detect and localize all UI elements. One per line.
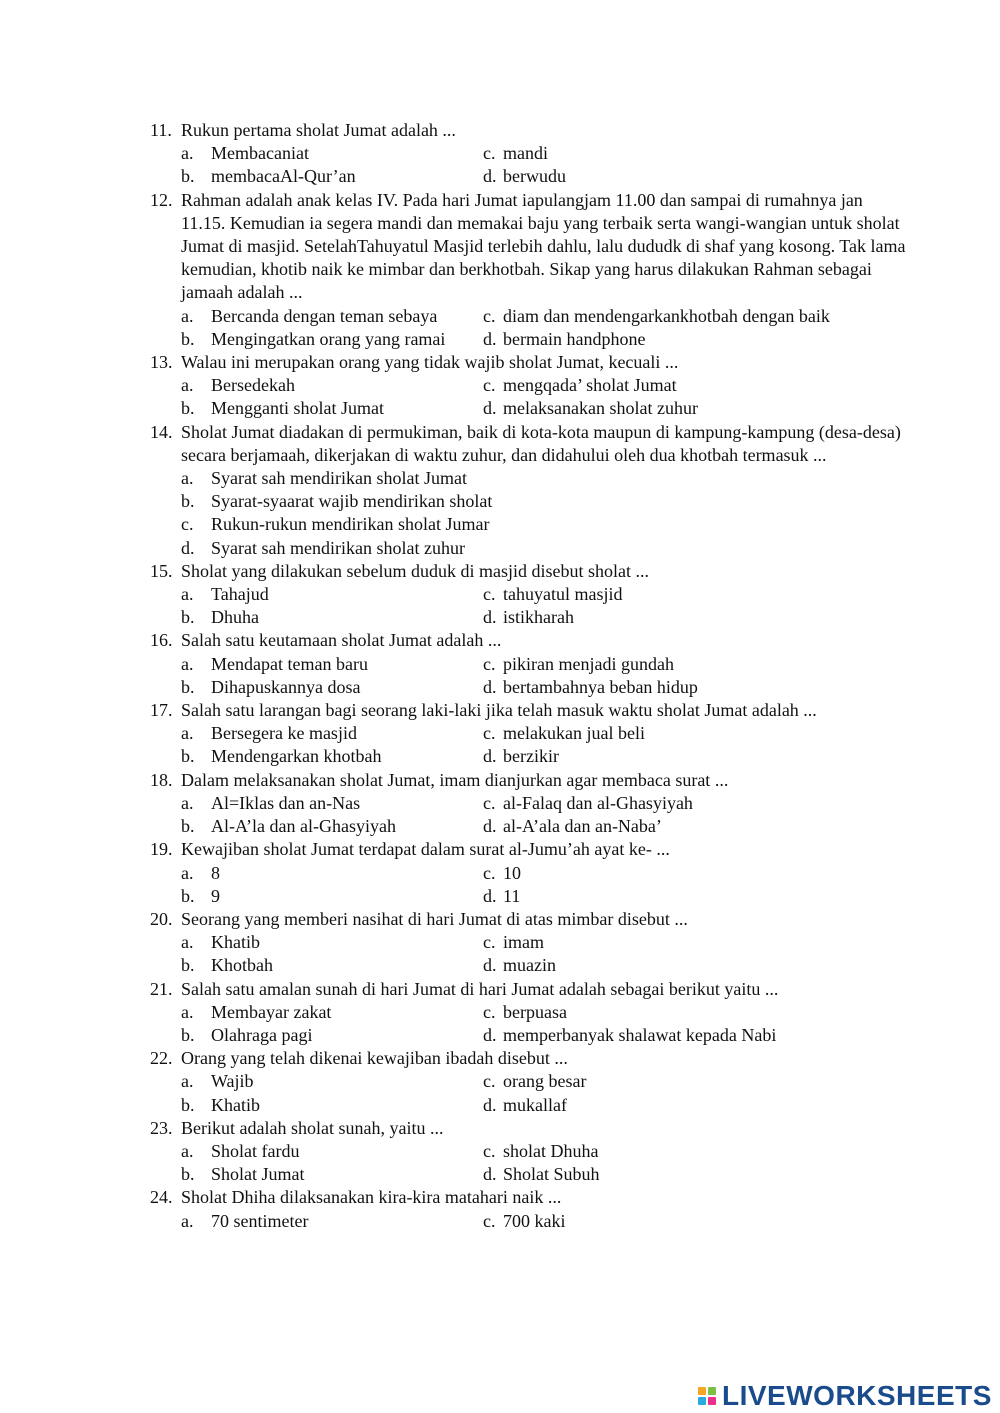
answer-option[interactable] (181, 722, 483, 745)
option-letter: c. (483, 1140, 496, 1161)
answer-option[interactable] (181, 513, 910, 536)
option-letter: d. (483, 816, 497, 837)
option-letter: c. (483, 862, 496, 883)
question-text: Seorang yang memberi nasihat di hari Jumat di atas mimbar disebut ... (181, 908, 688, 929)
option-text: imam (503, 932, 544, 953)
option-text: Tahajud (211, 584, 269, 605)
option-letter: a. (181, 792, 194, 813)
answer-option[interactable] (483, 305, 830, 328)
question-number: 22. (150, 1048, 173, 1069)
option-text: tahuyatul masjid (503, 584, 623, 605)
option-row (150, 1094, 910, 1117)
option-text: berzikir (503, 746, 559, 767)
option-text: mukallaf (503, 1094, 567, 1115)
option-letter: d. (181, 537, 195, 558)
question (150, 189, 910, 351)
question-text: Sholat yang dilakukan sebelum duduk di masjid disebut sholat ... (181, 560, 649, 581)
option-row (150, 328, 910, 351)
question-text: Rahman adalah anak kelas IV. Pada hari Jumat iapulangjam 11.00 dan sampai di rumahnya jan 11.15. Kemudian ia segera mandi dan memakai baju yang terbaik serta wangi-wangian untuk sholat Jumat di masjid. SetelahTahuyatul Masjid terlebih dahlu, lalu dududk di shaf yang kosong. Tak lama kemudian, khotib naik ke mimbar dan berkhotbah. Sikap yang harus dilakukan Rahman sebagai jamaah adalah ... (181, 189, 906, 303)
option-text: Al=Iklas dan an-Nas (211, 792, 361, 813)
option-letter: d. (483, 676, 497, 697)
option-row (150, 583, 910, 606)
answer-option[interactable] (181, 1163, 483, 1186)
option-text: bertambahnya beban hidup (503, 676, 698, 697)
option-text: Sholat fardu (211, 1140, 300, 1161)
option-text: melakukan jual beli (503, 723, 645, 744)
option-letter: a. (181, 723, 194, 744)
answer-option[interactable] (483, 722, 645, 745)
answer-option[interactable] (181, 537, 910, 560)
question-text: Dalam melaksanakan sholat Jumat, imam dianjurkan agar membaca surat ... (181, 769, 729, 790)
question-number: 13. (150, 352, 173, 373)
option-text: orang besar (503, 1071, 587, 1092)
answer-option[interactable] (181, 931, 483, 954)
option-letter: c. (483, 932, 496, 953)
option-letter: c. (483, 1001, 496, 1022)
option-letter: c. (483, 653, 496, 674)
option-letter: b. (181, 746, 195, 767)
option-row (150, 792, 910, 815)
option-text: berwudu (503, 166, 566, 187)
question (150, 1047, 910, 1117)
question-number: 18. (150, 769, 173, 790)
option-letter: a. (181, 375, 194, 396)
answer-option[interactable] (181, 397, 483, 420)
brand-name: LIVEWORKSHEETS (722, 1380, 992, 1411)
option-letter: b. (181, 816, 195, 837)
question-number: 11. (150, 120, 172, 140)
answer-option[interactable] (483, 1163, 600, 1186)
option-text: muazin (503, 955, 556, 976)
option-row (150, 1070, 910, 1093)
answer-option[interactable] (181, 1140, 483, 1163)
question-number: 23. (150, 1117, 173, 1138)
option-text: Khatib (211, 1094, 260, 1115)
option-letter: a. (181, 468, 194, 489)
option-letter: d. (483, 1024, 497, 1045)
answer-option[interactable] (483, 328, 645, 351)
option-letter: c. (483, 1210, 496, 1231)
option-letter: b. (181, 955, 195, 976)
option-letter: c. (483, 723, 496, 744)
liveworksheets-brand (698, 1381, 992, 1411)
option-letter: c. (483, 375, 496, 396)
option-letter: d. (483, 328, 497, 349)
question-number: 24. (150, 1187, 173, 1208)
option-row (150, 931, 910, 954)
option-letter: b. (181, 1164, 195, 1185)
option-letter: d. (483, 746, 497, 767)
logo-square-1 (698, 1387, 706, 1395)
question-number: 20. (150, 908, 173, 929)
question (150, 560, 910, 630)
logo-square-4 (708, 1397, 716, 1405)
question (150, 1186, 910, 1232)
logo-square-3 (698, 1397, 706, 1405)
question-text: Salah satu larangan bagi seorang laki-laki jika telah masuk waktu sholat Jumat adalah ... (181, 700, 817, 721)
answer-option[interactable] (181, 792, 483, 815)
question (150, 908, 910, 978)
option-row (150, 142, 910, 165)
option-letter: c. (483, 305, 496, 326)
option-text: Rukun-rukun mendirikan sholat Jumar (211, 514, 490, 535)
answer-option[interactable] (181, 885, 483, 908)
option-letter: c. (483, 143, 496, 164)
option-text: 9 (211, 885, 220, 906)
question-number: 21. (150, 978, 173, 999)
option-row (150, 374, 910, 397)
answer-option[interactable] (483, 792, 693, 815)
answer-option[interactable] (483, 1001, 567, 1024)
option-letter: b. (181, 398, 195, 419)
question-text: Walau ini merupakan orang yang tidak wajib sholat Jumat, kecuali ... (181, 352, 679, 373)
question-text: Salah satu keutamaan sholat Jumat adalah ... (181, 630, 502, 651)
option-row (150, 1001, 910, 1024)
question-number: 14. (150, 421, 173, 442)
option-letter: b. (181, 491, 195, 512)
answer-option[interactable] (483, 885, 520, 908)
answer-option[interactable] (483, 745, 559, 768)
option-text: diam dan mendengarkankhotbah dengan baik (503, 305, 830, 326)
option-row (150, 606, 910, 629)
question-number: 16. (150, 630, 173, 651)
option-text: mandi (503, 143, 548, 164)
option-text: berpuasa (503, 1001, 567, 1022)
question-text: Orang yang telah dikenai kewajiban ibadah disebut ... (181, 1048, 568, 1069)
answer-option[interactable] (181, 328, 483, 351)
option-text: Dhuha (211, 607, 259, 628)
option-row (150, 1024, 910, 1047)
answer-option[interactable] (181, 676, 483, 699)
option-row (150, 1210, 910, 1233)
answer-option[interactable] (181, 165, 483, 188)
option-letter: b. (181, 885, 195, 906)
option-text: Wajib (211, 1071, 254, 1092)
option-text: Syarat sah mendirikan sholat zuhur (211, 537, 465, 558)
question-text: Kewajiban sholat Jumat terdapat dalam surat al-Jumu’ah ayat ke- ... (181, 839, 670, 860)
question-text: Salah satu amalan sunah di hari Jumat di hari Jumat adalah sebagai berikut yaitu ... (181, 978, 779, 999)
answer-option[interactable] (483, 1140, 598, 1163)
option-letter: b. (181, 607, 195, 628)
option-text: melaksanakan sholat zuhur (503, 398, 698, 419)
answer-option[interactable] (483, 815, 662, 838)
option-row (150, 653, 910, 676)
answer-option[interactable] (483, 165, 566, 188)
option-row (150, 165, 910, 188)
option-letter: c. (181, 514, 194, 535)
answer-option[interactable] (181, 1094, 483, 1117)
option-text: 8 (211, 862, 220, 883)
option-text: istikharah (503, 607, 574, 628)
option-letter: a. (181, 862, 194, 883)
answer-option[interactable] (181, 1070, 483, 1093)
option-text: Mengganti sholat Jumat (211, 398, 384, 419)
option-letter: d. (483, 1164, 497, 1185)
answer-option[interactable] (181, 745, 483, 768)
option-letter: b. (181, 676, 195, 697)
option-text: bermain handphone (503, 328, 646, 349)
option-letter: d. (483, 398, 497, 419)
option-text: Mendengarkan khotbah (211, 746, 382, 767)
option-letter: c. (483, 1071, 496, 1092)
option-text: Al-A’la dan al-Ghasyiyah (211, 816, 396, 837)
worksheet (150, 119, 910, 1233)
option-text: sholat Dhuha (503, 1140, 599, 1161)
answer-option[interactable] (483, 1210, 566, 1233)
option-letter: b. (181, 166, 195, 187)
option-text: al-A’ala dan an-Naba’ (503, 816, 662, 837)
question (150, 769, 910, 839)
question (150, 119, 910, 189)
question-text: Sholat Jumat diadakan di permukiman, baik di kota-kota maupun di kampung-kampung (desa-desa) secara berjamaah, dikerjakan di waktu zuhur, dan didahului oleh dua khotbah termasuk ... (181, 421, 901, 465)
option-text: 11 (503, 885, 521, 906)
option-text: Mengingatkan orang yang ramai (211, 328, 446, 349)
question (150, 1117, 910, 1187)
option-row (150, 815, 910, 838)
answer-option[interactable] (483, 1094, 567, 1117)
option-row (150, 676, 910, 699)
option-letter: a. (181, 143, 194, 164)
answer-option[interactable] (181, 653, 483, 676)
option-letter: a. (181, 653, 194, 674)
question (150, 421, 910, 560)
option-text: Mendapat teman baru (211, 653, 368, 674)
answer-option[interactable] (181, 1001, 483, 1024)
option-text: Sholat Subuh (503, 1164, 600, 1185)
question-number: 17. (150, 700, 173, 721)
answer-option[interactable] (181, 583, 483, 606)
option-text: Bercanda dengan teman sebaya (211, 305, 438, 326)
option-letter: a. (181, 584, 194, 605)
answer-option[interactable] (483, 1070, 586, 1093)
option-text: Membayar zakat (211, 1001, 332, 1022)
liveworksheets-logo-icon (698, 1387, 716, 1405)
answer-option[interactable] (181, 490, 910, 513)
option-letter: a. (181, 1140, 194, 1161)
option-row (150, 862, 910, 885)
option-letter: b. (181, 1094, 195, 1115)
answer-option[interactable] (181, 1024, 483, 1047)
option-text: membacaAl-Qur’an (211, 166, 356, 187)
option-row (150, 305, 910, 328)
question (150, 699, 910, 769)
option-text: Khatib (211, 932, 260, 953)
question (150, 838, 910, 908)
option-row (150, 954, 910, 977)
option-letter: a. (181, 932, 194, 953)
option-text: 10 (503, 862, 521, 883)
option-text: memperbanyak shalawat kepada Nabi (503, 1024, 777, 1045)
answer-option[interactable] (181, 467, 910, 490)
option-text: Khotbah (211, 955, 273, 976)
answer-option[interactable] (483, 142, 548, 165)
answer-option[interactable] (483, 931, 544, 954)
option-text: Syarat-syaarat wajib mendirikan sholat (211, 491, 493, 512)
option-letter: c. (483, 792, 496, 813)
option-text: Sholat Jumat (211, 1164, 305, 1185)
option-row (150, 722, 910, 745)
option-letter: d. (483, 607, 497, 628)
question (150, 629, 910, 699)
answer-option[interactable] (483, 606, 574, 629)
answer-option[interactable] (483, 583, 622, 606)
question-text: Berikut adalah sholat sunah, yaitu ... (181, 1117, 444, 1138)
option-text: Bersedekah (211, 375, 295, 396)
option-letter: d. (483, 1094, 497, 1115)
option-text: 70 sentimeter (211, 1210, 309, 1231)
answer-option[interactable] (483, 954, 556, 977)
answer-option[interactable] (181, 815, 483, 838)
answer-option[interactable] (483, 374, 677, 397)
answer-option[interactable] (181, 606, 483, 629)
option-letter: a. (181, 1210, 194, 1231)
option-letter: a. (181, 1001, 194, 1022)
option-letter: b. (181, 328, 195, 349)
question-text: Rukun pertama sholat Jumat adalah ... (181, 120, 456, 140)
option-letter: a. (181, 305, 194, 326)
question-number: 19. (150, 839, 173, 860)
option-letter: a. (181, 1071, 194, 1092)
answer-option[interactable] (181, 305, 483, 328)
option-row (150, 1163, 910, 1186)
option-text: 700 kaki (503, 1210, 566, 1231)
logo-square-2 (708, 1387, 716, 1395)
question (150, 351, 910, 421)
question-number: 15. (150, 560, 173, 581)
option-text: Syarat sah mendirikan sholat Jumat (211, 468, 467, 489)
answer-option[interactable] (181, 1210, 483, 1233)
answer-option[interactable] (181, 142, 483, 165)
answer-option[interactable] (483, 862, 521, 885)
option-text: Bersegera ke masjid (211, 723, 357, 744)
answer-option[interactable] (483, 676, 698, 699)
option-text: Olahraga pagi (211, 1024, 313, 1045)
option-text: pikiran menjadi gundah (503, 653, 674, 674)
question-number: 12. (150, 189, 173, 210)
option-letter: c. (483, 584, 496, 605)
option-row (150, 885, 910, 908)
answer-option[interactable] (181, 862, 483, 885)
option-row (150, 745, 910, 768)
option-letter: d. (483, 166, 497, 187)
question-text: Sholat Dhiha dilaksanakan kira-kira matahari naik ... (181, 1187, 562, 1208)
option-text: mengqada’ sholat Jumat (503, 375, 677, 396)
answer-option[interactable] (483, 653, 674, 676)
answer-option[interactable] (181, 954, 483, 977)
option-text: Dihapuskannya dosa (211, 676, 361, 697)
option-text: al-Falaq dan al-Ghasyiyah (503, 792, 693, 813)
answer-option[interactable] (181, 374, 483, 397)
option-row (150, 1140, 910, 1163)
option-letter: d. (483, 955, 497, 976)
answer-option[interactable] (483, 397, 698, 420)
option-letter: d. (483, 885, 497, 906)
option-row (150, 397, 910, 420)
option-text: Membacaniat (211, 143, 309, 164)
question (150, 978, 910, 1048)
answer-option[interactable] (483, 1024, 776, 1047)
option-letter: b. (181, 1024, 195, 1045)
